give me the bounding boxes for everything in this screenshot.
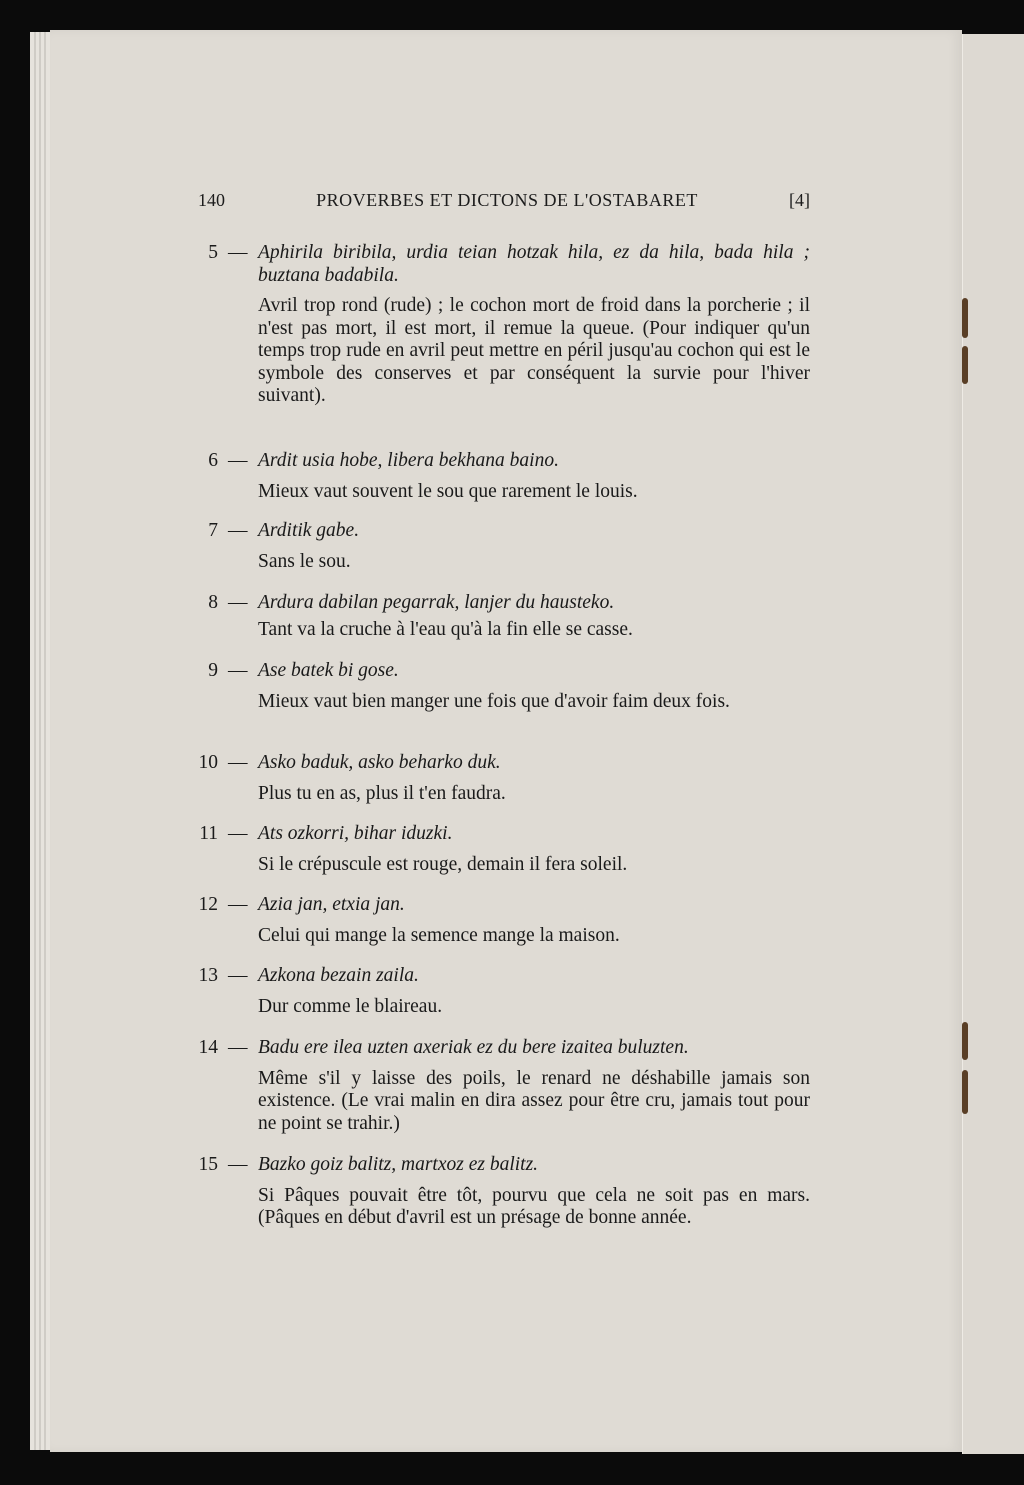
french-translation: Tant va la cruche à l'eau qu'à la fin elle se casse. <box>258 618 633 640</box>
binding-stain <box>962 1070 968 1114</box>
entry-dash: — <box>228 823 248 844</box>
french-translation: Avril trop rond (rude) ; le cochon mort de froid dans la porcherie ; il n'est pas mort, il est mort, il remue la queue. (Pour indiquer qu'un temps trop rude en avril peut mettre en péril jusqu'au cochon qui est le symbole des conserves et par conséquent la survie pour l'hiver suivant). <box>258 295 810 406</box>
proverb-entry <box>190 660 810 713</box>
basque-proverb: Badu ere ilea uzten axeriak ez du bere izaitea buluzten. <box>258 1037 689 1058</box>
entry-dash: — <box>228 1154 248 1175</box>
entry-dash: — <box>228 894 248 915</box>
entry-dash: — <box>228 242 248 263</box>
proverb-entry <box>190 894 810 947</box>
proverb-entry <box>190 965 810 1018</box>
basque-proverb: Aphirila biribila, urdia teian hotzak hila, ez da hila, bada hila ; buztana badabila. <box>258 242 810 286</box>
french-translation: Celui qui mange la semence mange la maison. <box>258 924 620 946</box>
binding-stain <box>962 346 968 384</box>
facing-page-edge <box>962 34 1024 1454</box>
section-marker: [4] <box>788 190 810 210</box>
entry-number: 12 <box>198 894 218 915</box>
entry-number: 7 <box>208 520 218 541</box>
entry-number: 8 <box>208 592 218 613</box>
entry-number: 13 <box>198 965 218 986</box>
french-translation: Dur comme le blaireau. <box>258 995 443 1017</box>
proverb-entry <box>190 752 810 805</box>
basque-proverb: Ase batek bi gose. <box>258 660 399 681</box>
basque-proverb: Ats ozkorri, bihar iduzki. <box>258 823 453 844</box>
entry-dash: — <box>228 1037 248 1058</box>
entry-dash: — <box>228 592 248 613</box>
basque-proverb: Bazko goiz balitz, martxoz ez balitz. <box>258 1154 539 1175</box>
french-translation: Sans le sou. <box>258 550 351 572</box>
entry-number: 14 <box>198 1037 218 1058</box>
running-title: PROVERBES ET DICTONS DE L'OSTABARET <box>316 190 698 210</box>
binding-stain <box>962 1022 968 1060</box>
basque-proverb: Azia jan, etxia jan. <box>258 894 405 915</box>
proverb-entry <box>190 592 810 641</box>
proverb-entry <box>190 1154 810 1230</box>
proverb-entry <box>190 1037 810 1135</box>
entry-number: 11 <box>199 823 218 844</box>
french-translation: Si le crépuscule est rouge, demain il fera soleil. <box>258 853 628 875</box>
page-edge <box>39 32 41 1450</box>
entry-number: 10 <box>198 752 218 773</box>
entry-dash: — <box>228 752 248 773</box>
page-edge <box>34 32 36 1450</box>
french-translation: Mieux vaut bien manger une fois que d'avoir faim deux fois. <box>258 690 730 712</box>
proverb-entry <box>190 450 810 503</box>
french-translation: Plus tu en as, plus il t'en faudra. <box>258 782 506 804</box>
entry-dash: — <box>228 965 248 986</box>
french-translation: Si Pâques pouvait être tôt, pourvu que cela ne soit pas en mars. (Pâques en début d'avril est un présage de bonne année. <box>258 1184 810 1228</box>
basque-proverb: Asko baduk, asko beharko duk. <box>258 752 501 773</box>
binding-stain <box>962 298 968 338</box>
proverb-entry <box>190 823 810 876</box>
page-number: 140 <box>198 190 225 210</box>
entry-dash: — <box>228 450 248 471</box>
basque-proverb: Azkona bezain zaila. <box>258 965 419 986</box>
basque-proverb: Ardit usia hobe, libera bekhana baino. <box>258 450 559 471</box>
basque-proverb: Ardura dabilan pegarrak, lanjer du hausteko. <box>258 592 615 613</box>
french-translation: Même s'il y laisse des poils, le renard ne déshabille jamais son existence. (Le vrai malin en dira assez pour être cru, jamais tout pour ne point se trahir.) <box>258 1067 810 1134</box>
entry-dash: — <box>228 520 248 541</box>
page-edge <box>44 32 46 1450</box>
basque-proverb: Arditik gabe. <box>258 520 360 541</box>
entry-number: 9 <box>208 660 218 681</box>
running-header <box>198 190 810 211</box>
entry-dash: — <box>228 660 248 681</box>
entry-number: 5 <box>208 242 218 263</box>
proverb-entry <box>190 242 810 408</box>
entry-number: 6 <box>208 450 218 471</box>
proverb-entry <box>190 520 810 573</box>
french-translation: Mieux vaut souvent le sou que rarement le louis. <box>258 480 638 502</box>
entry-number: 15 <box>198 1154 218 1175</box>
